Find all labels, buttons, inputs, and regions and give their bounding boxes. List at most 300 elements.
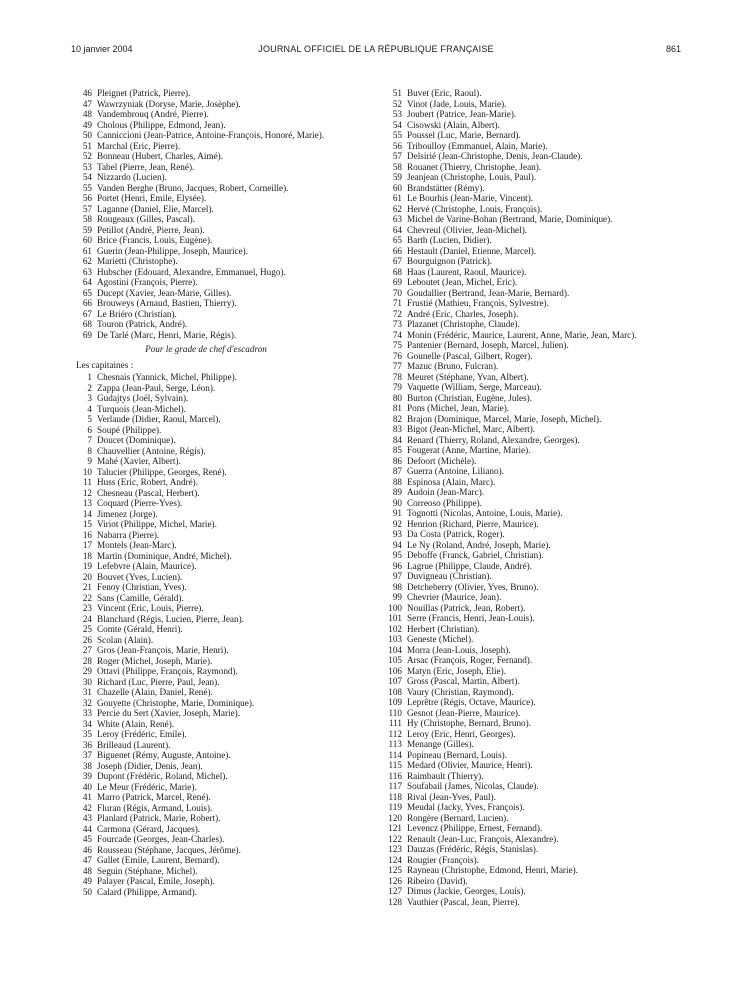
list-item <box>382 886 688 897</box>
list-item-name: Marietti (Christophe). <box>97 256 178 266</box>
list-item-name: Buvet (Eric, Raoul). <box>407 88 482 98</box>
list-item <box>72 435 372 446</box>
list-item-number: 54 <box>82 172 92 182</box>
list-item-number: 38 <box>82 760 92 771</box>
list-item-name: Pons (Michel, Jean, Marie). <box>407 403 510 413</box>
list-item-name: Michel de Varine-Bohan (Bertrand, Marie, Dominique). <box>407 214 613 224</box>
list-item-number: 62 <box>392 203 402 214</box>
list-item <box>72 813 372 824</box>
list-item <box>72 372 372 383</box>
list-item-number: 74 <box>392 329 402 340</box>
list-item-number: 58 <box>392 161 402 172</box>
list-item-number: 85 <box>392 445 402 455</box>
list-item-number: 128 <box>388 896 402 907</box>
list-item-name: Gounelle (Pascal, Gilbert, Roger). <box>407 350 533 361</box>
list-item <box>382 508 688 519</box>
list-item <box>382 193 688 204</box>
list-item <box>382 256 688 267</box>
list-item <box>72 267 372 278</box>
list-item-number: 102 <box>388 623 402 634</box>
header-page-number: 861 <box>665 44 681 54</box>
list-item-name: Scolan (Alain). <box>97 634 154 645</box>
list-item <box>72 540 372 551</box>
list-item <box>72 162 372 173</box>
list-item-name: Delsirié (Jean-Christophe, Denis, Jean-Claude). <box>407 151 583 161</box>
list-item-number: 50 <box>82 886 92 897</box>
list-item-number: 35 <box>82 729 92 739</box>
list-item <box>72 488 372 499</box>
list-item <box>382 571 688 582</box>
header-date: 10 janvier 2004 <box>71 44 133 54</box>
promotion-list-top <box>72 88 372 340</box>
list-item-number: 57 <box>392 151 402 161</box>
list-item-name: Montels (Jean-Marc). <box>97 540 177 550</box>
list-item-name: Ottavi (Philippe, François, Raymond). <box>97 666 238 676</box>
list-item-number: 41 <box>82 792 92 802</box>
list-item <box>382 298 688 309</box>
list-item <box>382 634 688 645</box>
list-item-number: 101 <box>388 613 402 623</box>
list-item <box>72 477 372 488</box>
list-item <box>382 309 688 320</box>
list-item <box>72 761 372 772</box>
list-item-number: 63 <box>82 266 92 277</box>
list-item <box>72 624 372 635</box>
list-item-name: Joseph (Didier, Denis, Jean). <box>97 760 203 771</box>
list-item-name: Fluran (Régis, Armand, Louis). <box>97 802 213 813</box>
list-item <box>382 519 688 530</box>
list-item-name: Medard (Olivier, Maurice, Henri). <box>407 760 533 770</box>
list-item-number: 86 <box>392 455 402 466</box>
list-item <box>382 424 688 435</box>
list-item <box>382 729 688 740</box>
list-item-name: Cisowski (Alain, Albert). <box>407 119 500 130</box>
list-item-name: Laganne (Daniel, Elie, Marcel). <box>97 203 214 214</box>
list-item <box>382 592 688 603</box>
list-item-number: 89 <box>392 487 402 497</box>
list-item <box>72 572 372 583</box>
list-item-number: 121 <box>388 823 402 833</box>
list-item <box>382 99 688 110</box>
list-item-number: 32 <box>82 697 92 708</box>
list-item-number: 59 <box>82 224 92 235</box>
list-item-name: Herbert (Christian). <box>407 623 480 634</box>
list-item-number: 28 <box>82 655 92 666</box>
list-item <box>72 509 372 520</box>
list-item <box>382 340 688 351</box>
list-item-name: Gudajtys (Joël, Sylvain). <box>97 393 189 403</box>
list-item-number: 77 <box>392 361 402 371</box>
list-item-number: 7 <box>87 435 92 445</box>
list-item <box>382 277 688 288</box>
list-item-number: 15 <box>82 519 92 529</box>
list-item-number: 64 <box>392 224 402 235</box>
list-item-name: Raimbault (Thierry). <box>407 770 484 781</box>
list-item-name: Le Meur (Frédéric, Marie). <box>97 781 197 792</box>
list-item-number: 30 <box>82 676 92 687</box>
list-item <box>382 613 688 624</box>
list-item <box>382 141 688 152</box>
list-item-name: Menange (Gilles). <box>407 739 474 749</box>
list-item-name: Vauthier (Pascal, Jean, Pierre). <box>407 896 520 907</box>
list-item-number: 50 <box>82 130 92 140</box>
list-item <box>382 823 688 834</box>
list-item-name: Bigot (Jean-Michel, Marc, Albert). <box>407 424 536 434</box>
list-item-number: 34 <box>82 718 92 729</box>
list-item-number: 95 <box>392 550 402 560</box>
list-item-name: Vandembrouq (André, Pierre). <box>97 109 209 119</box>
list-item-name: Fougerat (Anne, Martine, Marie). <box>407 445 531 455</box>
list-item <box>382 361 688 372</box>
list-item <box>382 88 688 99</box>
list-item <box>72 246 372 257</box>
list-item-number: 21 <box>82 582 92 592</box>
list-item <box>72 845 372 856</box>
list-item-name: Zappa (Jean-Paul, Serge, Léon). <box>97 382 216 393</box>
list-item <box>72 593 372 604</box>
list-item-number: 26 <box>82 634 92 645</box>
list-item-name: Calard (Philippe, Armand). <box>97 886 198 897</box>
list-item-number: 120 <box>388 812 402 823</box>
list-item <box>382 246 688 257</box>
list-item-name: Ribeiro (David). <box>407 875 468 886</box>
list-item <box>382 151 688 162</box>
list-item-name: Verlaude (Didier, Raoul, Marcel). <box>97 414 221 424</box>
list-item <box>382 319 688 330</box>
list-item-number: 54 <box>392 119 402 130</box>
list-item-number: 46 <box>82 88 92 98</box>
list-item <box>382 498 688 509</box>
list-item-number: 115 <box>388 760 402 770</box>
list-item <box>382 235 688 246</box>
list-item-name: Rayneau (Christophe, Edmond, Henri, Marie). <box>407 865 578 875</box>
list-item <box>382 550 688 561</box>
list-item-name: Doucet (Dominique). <box>97 435 176 445</box>
list-item <box>382 855 688 866</box>
list-item-name: Jimenez (Jorge). <box>97 508 158 519</box>
list-item <box>72 214 372 225</box>
list-item-name: Viriot (Philippe, Michel, Marie). <box>97 519 217 529</box>
list-item-number: 11 <box>83 477 92 487</box>
list-item-number: 5 <box>87 414 92 424</box>
list-item-number: 78 <box>392 371 402 382</box>
list-item-name: Triboulloy (Emmanuel, Alain, Marie). <box>407 140 548 151</box>
list-item-name: Gesnot (Jean-Pierre, Maurice). <box>407 707 521 718</box>
list-item-number: 100 <box>388 602 402 613</box>
list-item-number: 2 <box>87 382 92 393</box>
list-item-number: 82 <box>392 413 402 424</box>
list-item-number: 24 <box>82 613 92 624</box>
list-item <box>382 403 688 414</box>
list-item <box>382 582 688 593</box>
list-item <box>72 530 372 541</box>
list-item-number: 111 <box>388 718 402 728</box>
list-item <box>382 529 688 540</box>
list-item <box>72 404 372 415</box>
list-item <box>72 330 372 341</box>
list-item-name: Burton (Christian, Eugène, Jules). <box>407 392 533 403</box>
captains-list <box>72 372 372 897</box>
list-item-name: Chesneau (Pascal, Herbert). <box>97 487 200 498</box>
list-item <box>72 582 372 593</box>
list-item-name: Geneste (Michel). <box>407 634 474 644</box>
list-item <box>72 172 372 183</box>
list-item <box>72 130 372 141</box>
list-item-number: 25 <box>82 624 92 634</box>
list-item <box>72 235 372 246</box>
list-item-name: Nabarra (Pierre). <box>97 529 160 540</box>
list-item-number: 19 <box>82 561 92 571</box>
list-item-number: 125 <box>388 865 402 875</box>
list-item-name: Leboutet (Jean, Michel, Eric). <box>407 277 518 287</box>
list-item <box>382 844 688 855</box>
list-item-number: 51 <box>82 140 92 151</box>
list-item <box>382 435 688 446</box>
list-item-number: 8 <box>87 445 92 456</box>
list-item-number: 117 <box>388 781 402 791</box>
list-item <box>72 666 372 677</box>
list-item-name: Meuret (Stéphane, Yvan, Albert). <box>407 371 529 382</box>
list-item-name: Turquois (Jean-Michel). <box>97 403 186 414</box>
list-item <box>72 740 372 751</box>
list-item-name: Bouvet (Yves, Lucien). <box>97 571 183 582</box>
list-item-name: Rival (Jean-Yves, Paul). <box>407 791 496 802</box>
list-item-name: Monin (Frédéric, Maurice, Laurent, Anne, Marie, Jean, Marc). <box>407 329 637 340</box>
list-item-name: White (Alain, René). <box>97 718 175 729</box>
list-item <box>382 225 688 236</box>
list-item-number: 65 <box>82 287 92 298</box>
list-item-number: 103 <box>388 634 402 644</box>
list-item-name: Le Bourhis (Jean-Marie, Vincent). <box>407 193 534 203</box>
list-item <box>72 277 372 288</box>
list-item-name: Renard (Thierry, Roland, Alexandre, Georges). <box>407 434 580 445</box>
list-item-number: 17 <box>82 540 92 550</box>
list-item-name: Canniccioni (Jean-Patrice, Antoine-François, Honoré, Marie). <box>97 130 325 140</box>
list-item <box>72 498 372 509</box>
list-item <box>72 792 372 803</box>
list-item-number: 71 <box>392 298 402 308</box>
list-item <box>72 151 372 162</box>
list-item <box>382 393 688 404</box>
list-item <box>72 456 372 467</box>
list-item-number: 109 <box>388 697 402 707</box>
list-item-number: 110 <box>388 707 402 718</box>
list-item-name: Sans (Camille, Gérald). <box>97 592 184 603</box>
list-item-name: Henrion (Richard, Pierre, Maurice). <box>407 518 539 529</box>
list-item-name: Correoso (Philippe). <box>407 497 483 508</box>
list-item-number: 48 <box>82 109 92 119</box>
list-item-name: Portet (Henri, Emile, Elysée). <box>97 193 207 203</box>
list-item-number: 114 <box>388 749 402 760</box>
list-item-name: Hervé (Christophe, Louis, François). <box>407 203 543 214</box>
list-item-number: 83 <box>392 424 402 434</box>
list-item-name: Chevreul (Olivier, Jean-Michel). <box>407 224 528 235</box>
list-item-number: 55 <box>392 130 402 140</box>
list-item <box>382 487 688 498</box>
list-item-number: 33 <box>82 708 92 718</box>
list-item-name: Dimus (Jackie, Georges, Louis). <box>407 886 526 896</box>
list-item-name: Fenoy (Christian, Yves). <box>97 582 187 592</box>
list-item-name: Bonneau (Hubert, Charles, Aimé). <box>97 151 224 161</box>
list-item <box>382 540 688 551</box>
list-item-number: 72 <box>392 308 402 319</box>
list-item-name: Mahé (Xavier, Albert). <box>97 456 181 466</box>
list-item <box>72 120 372 131</box>
list-item <box>72 551 372 562</box>
list-item-name: De Tarlé (Marc, Henri, Marie, Régis). <box>97 329 237 340</box>
list-item <box>382 760 688 771</box>
list-item-number: 18 <box>82 550 92 561</box>
list-item-name: Chauvellier (Antoine, Régis). <box>97 445 206 456</box>
list-item-name: Goudallier (Bertrand, Jean-Marie, Bernard). <box>407 287 570 298</box>
list-item-name: Cholous (Philippe, Edmond, Jean). <box>97 119 226 130</box>
list-item-number: 53 <box>392 109 402 119</box>
list-item-number: 55 <box>82 182 92 193</box>
list-item-name: Marchal (Eric, Pierre). <box>97 140 181 151</box>
list-item-number: 22 <box>82 592 92 603</box>
list-item-number: 119 <box>388 802 402 812</box>
list-item-name: Rougeaux (Gilles, Pascal). <box>97 214 195 224</box>
list-item-name: Rouanet (Thierry, Christophe, Jean). <box>407 161 542 172</box>
list-item-name: Serre (Francis, Henri, Jean-Louis). <box>407 613 535 623</box>
list-item-name: Popineau (Bernard, Louis). <box>407 749 508 760</box>
list-item-number: 36 <box>82 739 92 750</box>
list-item-name: Duvigneau (Christian). <box>407 571 492 581</box>
list-item <box>382 172 688 183</box>
list-item-number: 56 <box>392 140 402 151</box>
list-item <box>72 99 372 110</box>
list-item-number: 81 <box>392 403 402 413</box>
list-item <box>72 383 372 394</box>
list-item-name: Blanchard (Régis, Lucien, Pierre, Jean). <box>97 613 244 624</box>
list-item-name: Tabel (Pierre, Jean, René). <box>97 161 195 172</box>
list-item-number: 91 <box>392 508 402 518</box>
list-item-name: Detcheberry (Olivier, Yves, Bruno). <box>407 581 539 592</box>
list-item-name: Nouillas (Patrick, Jean, Robert). <box>407 602 526 613</box>
list-item-number: 70 <box>392 287 402 298</box>
list-item <box>72 298 372 309</box>
list-item-name: André (Eric, Charles, Joseph). <box>407 308 519 319</box>
list-item <box>72 288 372 299</box>
list-item-name: Leroy (Frédéric, Emile). <box>97 729 187 739</box>
list-item-name: Mazuc (Bruno, Fulcran). <box>407 361 499 371</box>
list-item-name: Carmona (Gérard, Jacques). <box>97 823 201 834</box>
list-item-name: Levencz (Philippe, Ernest, Fernand). <box>407 823 543 833</box>
list-item-number: 118 <box>388 791 402 802</box>
list-item-number: 107 <box>388 676 402 686</box>
list-item-number: 106 <box>388 665 402 676</box>
list-item <box>72 183 372 194</box>
list-item-number: 1 <box>87 372 92 382</box>
list-item-name: Talucier (Philippe, Georges, René). <box>97 466 227 477</box>
list-item-name: Barth (Lucien, Didier). <box>407 235 492 245</box>
list-item-name: Roger (Michel, Joseph, Marie). <box>97 655 213 666</box>
list-item-number: 16 <box>82 529 92 540</box>
list-item-name: Lefebvre (Alain, Maurice). <box>97 561 197 571</box>
left-column <box>72 88 372 897</box>
list-item-number: 64 <box>82 277 92 287</box>
list-item-number: 96 <box>392 560 402 571</box>
list-item-name: Leroy (Eric, Henri, Georges). <box>407 728 516 739</box>
list-item <box>382 288 688 299</box>
list-item-number: 60 <box>82 235 92 245</box>
list-item-number: 29 <box>82 666 92 676</box>
list-item-name: Brajon (Dominique, Marcel, Marie, Joseph, Michel). <box>407 413 602 424</box>
list-item-name: Palayer (Pascal, Emile, Joseph). <box>97 876 215 886</box>
list-item-number: 88 <box>392 476 402 487</box>
list-item-name: Wawrzyniak (Doryse, Marie, Josèphe). <box>97 98 241 109</box>
list-item <box>72 834 372 845</box>
list-item-name: Dupont (Frédéric, Roland, Michel). <box>97 771 228 781</box>
list-item-name: Guerra (Antoine, Liliano). <box>407 466 504 476</box>
list-item-name: Matyn (Eric, Joseph, Elie). <box>407 665 506 676</box>
list-item-name: Guerin (Jean-Philippe, Joseph, Maurice). <box>97 245 249 256</box>
list-item-name: Gross (Pascal, Martin, Albert). <box>407 676 520 686</box>
list-item-name: Pantenier (Bernard, Joseph, Marcel, Julien). <box>407 340 569 350</box>
list-item-name: Espinosa (Alain, Marc). <box>407 476 496 487</box>
list-item <box>72 803 372 814</box>
list-item-number: 90 <box>392 497 402 508</box>
list-item-number: 43 <box>82 813 92 823</box>
list-item-number: 6 <box>87 424 92 435</box>
list-item-number: 12 <box>82 487 92 498</box>
list-item-name: Brilleaud (Laurent). <box>97 739 171 750</box>
list-item-number: 49 <box>82 876 92 886</box>
list-item-name: Petillot (André, Pierre, Jean). <box>97 224 205 235</box>
list-item <box>382 214 688 225</box>
list-item-name: Le Briéro (Christian). <box>97 308 177 319</box>
list-item <box>72 109 372 120</box>
list-item-number: 49 <box>82 119 92 130</box>
list-item <box>382 466 688 477</box>
list-item-name: Ducept (Xavier, Jean-Marie, Gilles). <box>97 287 232 298</box>
list-item <box>72 876 372 887</box>
list-item <box>72 708 372 719</box>
list-item-number: 126 <box>388 875 402 886</box>
list-item <box>382 204 688 215</box>
list-item-number: 10 <box>82 466 92 477</box>
list-item-number: 92 <box>392 518 402 529</box>
list-item-name: Hy (Christophe, Bernard, Bruno). <box>407 718 532 728</box>
list-item-number: 48 <box>82 865 92 876</box>
list-item-number: 47 <box>82 855 92 865</box>
list-item-name: Comte (Gérald, Henri). <box>97 624 183 634</box>
list-item-name: Lagrue (Philippe, Claude, André). <box>407 560 533 571</box>
list-item <box>72 393 372 404</box>
list-item-name: Brandstätter (Rémy). <box>407 182 485 193</box>
list-item-name: Vinot (Jade, Louis, Marie). <box>407 98 507 109</box>
list-item-name: Hestault (Daniel, Etienne, Marcel). <box>407 245 537 256</box>
list-item <box>72 635 372 646</box>
list-item <box>382 687 688 698</box>
list-item-number: 123 <box>388 844 402 854</box>
list-item-number: 53 <box>82 161 92 172</box>
list-item <box>382 351 688 362</box>
list-item <box>72 687 372 698</box>
list-item-number: 66 <box>82 298 92 308</box>
list-item <box>382 834 688 845</box>
list-item-number: 79 <box>392 382 402 392</box>
list-item-name: Joubert (Patrice, Jean-Marie). <box>407 109 517 119</box>
list-item-name: Vaquette (William, Serge, Marceau). <box>407 382 542 392</box>
list-item <box>72 729 372 740</box>
list-item-number: 44 <box>82 823 92 834</box>
list-item <box>382 897 688 908</box>
list-item <box>72 782 372 793</box>
list-item-number: 62 <box>82 256 92 266</box>
list-item <box>382 771 688 782</box>
list-item-number: 46 <box>82 844 92 855</box>
